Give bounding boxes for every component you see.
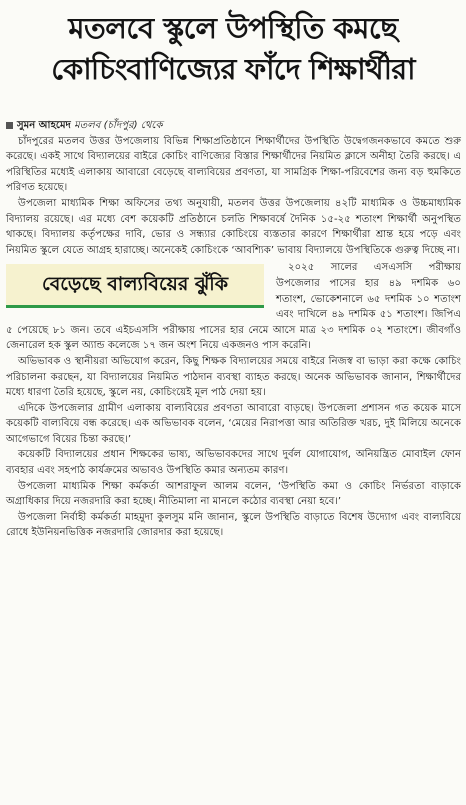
- byline-author: সুমন আহমেদ: [17, 120, 71, 131]
- byline-location: মতলব (চাঁদপুর) থেকে: [74, 120, 163, 131]
- paragraph-8: উপজেলা নির্বাহী কর্মকর্তা মাহমুদা কুলসুম মনি জানান, স্কুলে উপস্থিতি বাড়াতে বিশেষ উদ্যোগ এবং বাল্যবিয়ে রোধে ইউনিয়নভিত্তিক নজরদারি জোরদার করা হয়েছে।: [6, 511, 461, 539]
- headline-line-1: মতলবে স্কুলে উপস্থিতি কমছে: [68, 11, 398, 45]
- byline: [6, 118, 461, 134]
- bullet-icon: [6, 122, 13, 129]
- subhead-box: [6, 264, 264, 308]
- paragraph-4: অভিভাবক ও স্থানীয়রা অভিযোগ করেন, কিছু শিক্ষক বিদ্যালয়ের সময়ে বাইরে নিজস্ব বা ভাড়া করা কক্ষে কোচিং পরিচালনা করছেন, যা বিদ্যালয়ের নিয়মিত পাঠদান ব্যবস্থা ব্যাহত করছে। অনেক অভিভাবক জানান, শিক্ষার্থীদের মধ্যে ধারণা তৈরি হয়েছে, স্কুলে নয়, কোচিংয়েই মূল পাঠ দেয়া হয়।: [6, 355, 461, 399]
- subhead: বেড়েছে বাল্যবিয়ের ঝুঁকি: [41, 273, 228, 296]
- paragraph-7: উপজেলা মাধ্যমিক শিক্ষা কর্মকর্তা আশরাফুল আলম বলেন, ‘উপস্থিতি কমা ও কোচিং নির্ভরতা বাড়াকে অগ্রাধিকার দিয়ে নজরদারি করা হচ্ছে। নীতিমালা না মানলে কঠোর ব্যবস্থা নেয়া হবে।’: [6, 480, 461, 508]
- article-body: [6, 118, 461, 541]
- headline-line-2: কোচিংবাণিজ্যের ফাঁদে শিক্ষার্থীরা: [51, 52, 415, 86]
- paragraph-5: এদিকে উপজেলার গ্রামীণ এলাকায় বাল্যবিয়ের প্রবণতা আবারো বাড়ছে। উপজেলা প্রশাসন গত কয়েক মাসে কয়েকটি বাল্যবিয়ে বন্ধ করেছে। এক অভিভাবক বলেন, ‘মেয়ের নিরাপত্তা আর অতিরিক্ত খরচ, দুই মিলিয়ে অনেকে আগেভাগে বিয়ের চিন্তা করছে।’: [6, 402, 461, 445]
- paragraph-6: কয়েকটি বিদ্যালয়ের প্রধান শিক্ষকের ভাষ্য, অভিভাবকদের সাথে দুর্বল যোগাযোগ, অনিয়ন্ত্রিত মোবাইল ফোন ব্যবহার এবং সহপাঠ কার্যক্রমের অভাবও উপস্থিতি কমার অন্যতম কারণ।: [6, 449, 461, 477]
- paragraph-1: চাঁদপুরের মতলব উত্তর উপজেলায় বিভিন্ন শিক্ষাপ্রতিষ্ঠানে শিক্ষার্থীদের উপস্থিতি উদ্বেগজনকভাবে কমতে শুরু করেছে। একই সাথে বিদ্যালয়ের বাইরে কোচিং বাণিজ্যের বিস্তার শিক্ষার্থীদের নিয়মিত ক্লাসে অনীহা তৈরি করছে। এ পরিস্থিতির মধ্যেই এলাকায় আবারো বেড়েছে বাল্যবিয়ের প্রবণতা, যা সামগ্রিক শিক্ষা-পরিবেশের জন্য বড় হুমকিতে পরিণত হয়েছে।: [6, 135, 461, 194]
- paragraph-2: উপজেলা মাধ্যমিক শিক্ষা অফিসের তথ্য অনুযায়ী, মতলব উত্তর উপজেলায় ৪২টি মাধ্যমিক ও উচ্চমাধ্যমিক বিদ্যালয় রয়েছে। এর মধ্যে বেশ কয়েকটি প্রতিষ্ঠানে চলতি শিক্ষাবর্ষে দৈনিক ১৫-২৫ শতাংশ শিক্ষার্থী অনুপস্থিত থাকছে। বিদ্যালয় কর্তৃপক্ষের দাবি, ভোর ও সন্ধ্যার কোচিংয়ে ব্যস্ততার কারণে শিক্ষার্থীরা শ্রান্ত হয়ে পড়ে এবং নিয়মিত স্কুলে যেতে আগ্রহ হারাচ্ছে। অনেকেই কোচিংকে ‘আবশ্যিক’ ভাবায় বিদ্যালয়ে উপস্থিতিকে গুরুত্ব দিচ্ছে না।: [6, 197, 461, 256]
- paragraph-3: ২০২৫ সালের এসএসসি পরীক্ষায় উপজেলার পাসের হার ৪৯ দশমিক ৬০ শতাংশ, ভোকেশনালে ৬৫ দশমিক ১০ শতাংশ এবং দাখিলে ৪৯ দশমিক ৫১ শতাংশ। জিপিএ ৫ পেয়েছে ৮১ জন। তবে এইচএসসি পরীক্ষায় পাসের হার নেমে আসে মাত্র ২৩ দশমিক ০২ শতাংশে। জীবগাঁও জেনারেল হক স্কুল অ্যান্ড কলেজে ১৭ জন অংশ নিয়ে একজনও পাস করেনি।: [6, 262, 461, 352]
